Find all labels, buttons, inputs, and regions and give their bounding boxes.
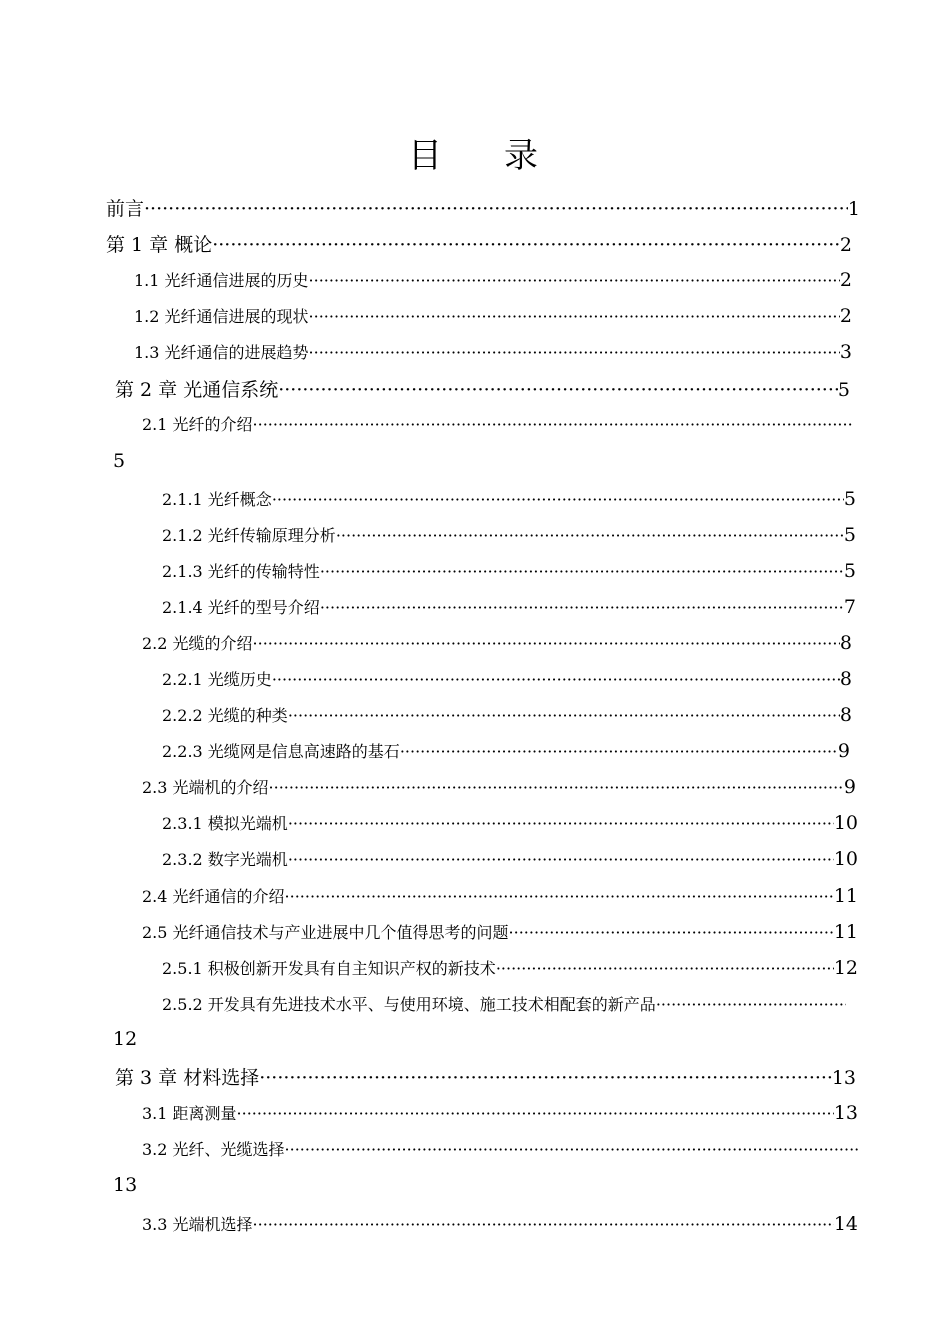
toc-entry-page: 11	[833, 921, 858, 943]
toc-entry-page: 13	[831, 1067, 856, 1089]
toc-entry[interactable]	[162, 667, 852, 690]
toc-entry-page: 13	[833, 1102, 858, 1124]
toc-entry[interactable]	[142, 412, 852, 435]
toc-entry-label: 2.5.2 开发具有先进技术水平、与使用环境、施工技术相配套的新产品	[162, 995, 656, 1014]
toc-entry-page: 8	[839, 704, 852, 726]
dot-leader	[320, 598, 844, 617]
toc-entry-page: 8	[839, 632, 852, 654]
toc-entry-label: 第 1 章 概论	[106, 234, 213, 256]
toc-entry-label: 2.1 光纤的介绍	[142, 415, 253, 434]
toc-entry-label: 1.3 光纤通信的进展趋势	[134, 343, 309, 362]
toc-entry[interactable]	[142, 920, 858, 943]
dot-leader	[320, 562, 844, 581]
toc-entry[interactable]	[142, 1137, 860, 1160]
toc-entry[interactable]	[142, 1212, 858, 1235]
dot-leader	[212, 234, 840, 256]
dot-leader	[253, 634, 840, 653]
toc-entry-label: 2.5 光纤通信技术与产业进展中几个值得思考的问题	[142, 923, 509, 942]
dot-leader	[253, 1215, 834, 1234]
dot-leader	[309, 271, 840, 290]
toc-entry-page: 2	[839, 305, 852, 327]
toc-entry-page: 5	[837, 379, 850, 401]
dot-leader	[288, 850, 834, 869]
dot-leader	[272, 670, 840, 689]
toc-entry[interactable]	[162, 595, 856, 618]
toc-entry-label: 第 2 章 光通信系统	[115, 379, 279, 401]
dot-leader	[285, 1140, 860, 1159]
dot-leader	[309, 343, 840, 362]
dot-leader	[278, 379, 838, 401]
toc-entry-label: 2.1.1 光纤概念	[162, 490, 272, 509]
toc-entry[interactable]	[106, 194, 860, 221]
toc-entry[interactable]	[115, 375, 850, 402]
toc-entry-label: 前言	[106, 198, 145, 220]
toc-entry-page: 10	[833, 848, 858, 870]
toc-entry-label: 3.2 光纤、光缆选择	[142, 1140, 285, 1159]
dot-leader	[496, 959, 834, 978]
toc-entry-page: 8	[839, 668, 852, 690]
toc-entry[interactable]	[162, 811, 858, 834]
dot-leader	[272, 490, 844, 509]
dot-leader	[285, 887, 834, 906]
toc-entry-label: 3.1 距离测量	[142, 1104, 237, 1123]
toc-entry[interactable]	[162, 487, 856, 510]
toc-entry[interactable]	[115, 1063, 856, 1090]
toc-entry[interactable]	[142, 775, 856, 798]
dot-leader	[259, 1067, 832, 1089]
dot-leader	[237, 1104, 834, 1123]
toc-entry-page: 10	[833, 812, 858, 834]
dot-leader	[288, 706, 840, 725]
dot-leader	[336, 526, 844, 545]
toc-entry-label: 2.1.2 光纤传输原理分析	[162, 526, 336, 545]
dot-leader	[509, 923, 834, 942]
toc-entry-page: 1	[847, 198, 860, 220]
toc-entry[interactable]	[106, 230, 852, 257]
toc-entry-page: 5	[843, 488, 856, 510]
toc-entry[interactable]	[162, 703, 852, 726]
toc-entry[interactable]	[162, 847, 858, 870]
toc-entry[interactable]	[162, 739, 850, 762]
dot-leader	[288, 814, 834, 833]
toc-entry-label: 2.1.4 光纤的型号介绍	[162, 598, 320, 617]
toc-entry-page: 13	[113, 1174, 138, 1196]
toc-entry[interactable]	[142, 1101, 858, 1124]
toc-entry-page: 5	[843, 560, 856, 582]
toc-entry-label: 2.3 光端机的介绍	[142, 778, 269, 797]
title-char-2: 录	[504, 136, 542, 176]
title-char-1: 目	[408, 136, 446, 176]
toc-entry-label: 第 3 章 材料选择	[115, 1067, 260, 1089]
toc-entry-page: 5	[843, 524, 856, 546]
dot-leader	[400, 742, 838, 761]
toc-entry-page: 2	[839, 234, 852, 256]
toc-entry[interactable]	[162, 992, 846, 1015]
toc-entry-label: 2.2 光缆的介绍	[142, 634, 253, 653]
dot-leader	[656, 995, 846, 1014]
toc-entry[interactable]	[134, 340, 852, 363]
toc-entry-label: 2.5.1 积极创新开发具有自主知识产权的新技术	[162, 959, 496, 978]
toc-entry[interactable]	[162, 956, 858, 979]
toc-entry[interactable]	[134, 304, 852, 327]
toc-entry-page: 5	[113, 450, 126, 472]
toc-entry-page: 2	[839, 269, 852, 291]
toc-entry-page: 3	[839, 341, 852, 363]
toc-entry-label: 3.3 光端机选择	[142, 1215, 253, 1234]
dot-leader	[144, 198, 848, 220]
toc-title	[0, 128, 950, 177]
toc-entry-label: 2.4 光纤通信的介绍	[142, 887, 285, 906]
toc-entry-page: 7	[843, 596, 856, 618]
toc-entry-page: 9	[837, 740, 850, 762]
toc-entry-page: 11	[833, 885, 858, 907]
toc-entry-page: 9	[843, 776, 856, 798]
toc-entry-page: 12	[113, 1028, 138, 1050]
toc-entry[interactable]	[162, 559, 856, 582]
toc-entry-label: 2.2.3 光缆网是信息高速路的基石	[162, 742, 400, 761]
toc-entry-label: 2.2.2 光缆的种类	[162, 706, 288, 725]
toc-entry[interactable]	[134, 268, 852, 291]
toc-entry-page: 14	[833, 1213, 858, 1235]
toc-entry-page: 12	[833, 957, 858, 979]
toc-entry-label: 2.3.2 数字光端机	[162, 850, 288, 869]
toc-entry[interactable]	[162, 523, 856, 546]
dot-leader	[269, 778, 844, 797]
dot-leader	[253, 415, 852, 434]
toc-entry-label: 2.1.3 光纤的传输特性	[162, 562, 320, 581]
toc-entry[interactable]	[142, 631, 852, 654]
toc-entry-label: 2.2.1 光缆历史	[162, 670, 272, 689]
toc-entry[interactable]	[142, 884, 858, 907]
toc-entry-label: 1.2 光纤通信进展的现状	[134, 307, 309, 326]
dot-leader	[309, 307, 840, 326]
toc-entry-label: 1.1 光纤通信进展的历史	[134, 271, 309, 290]
toc-entry-label: 2.3.1 模拟光端机	[162, 814, 288, 833]
